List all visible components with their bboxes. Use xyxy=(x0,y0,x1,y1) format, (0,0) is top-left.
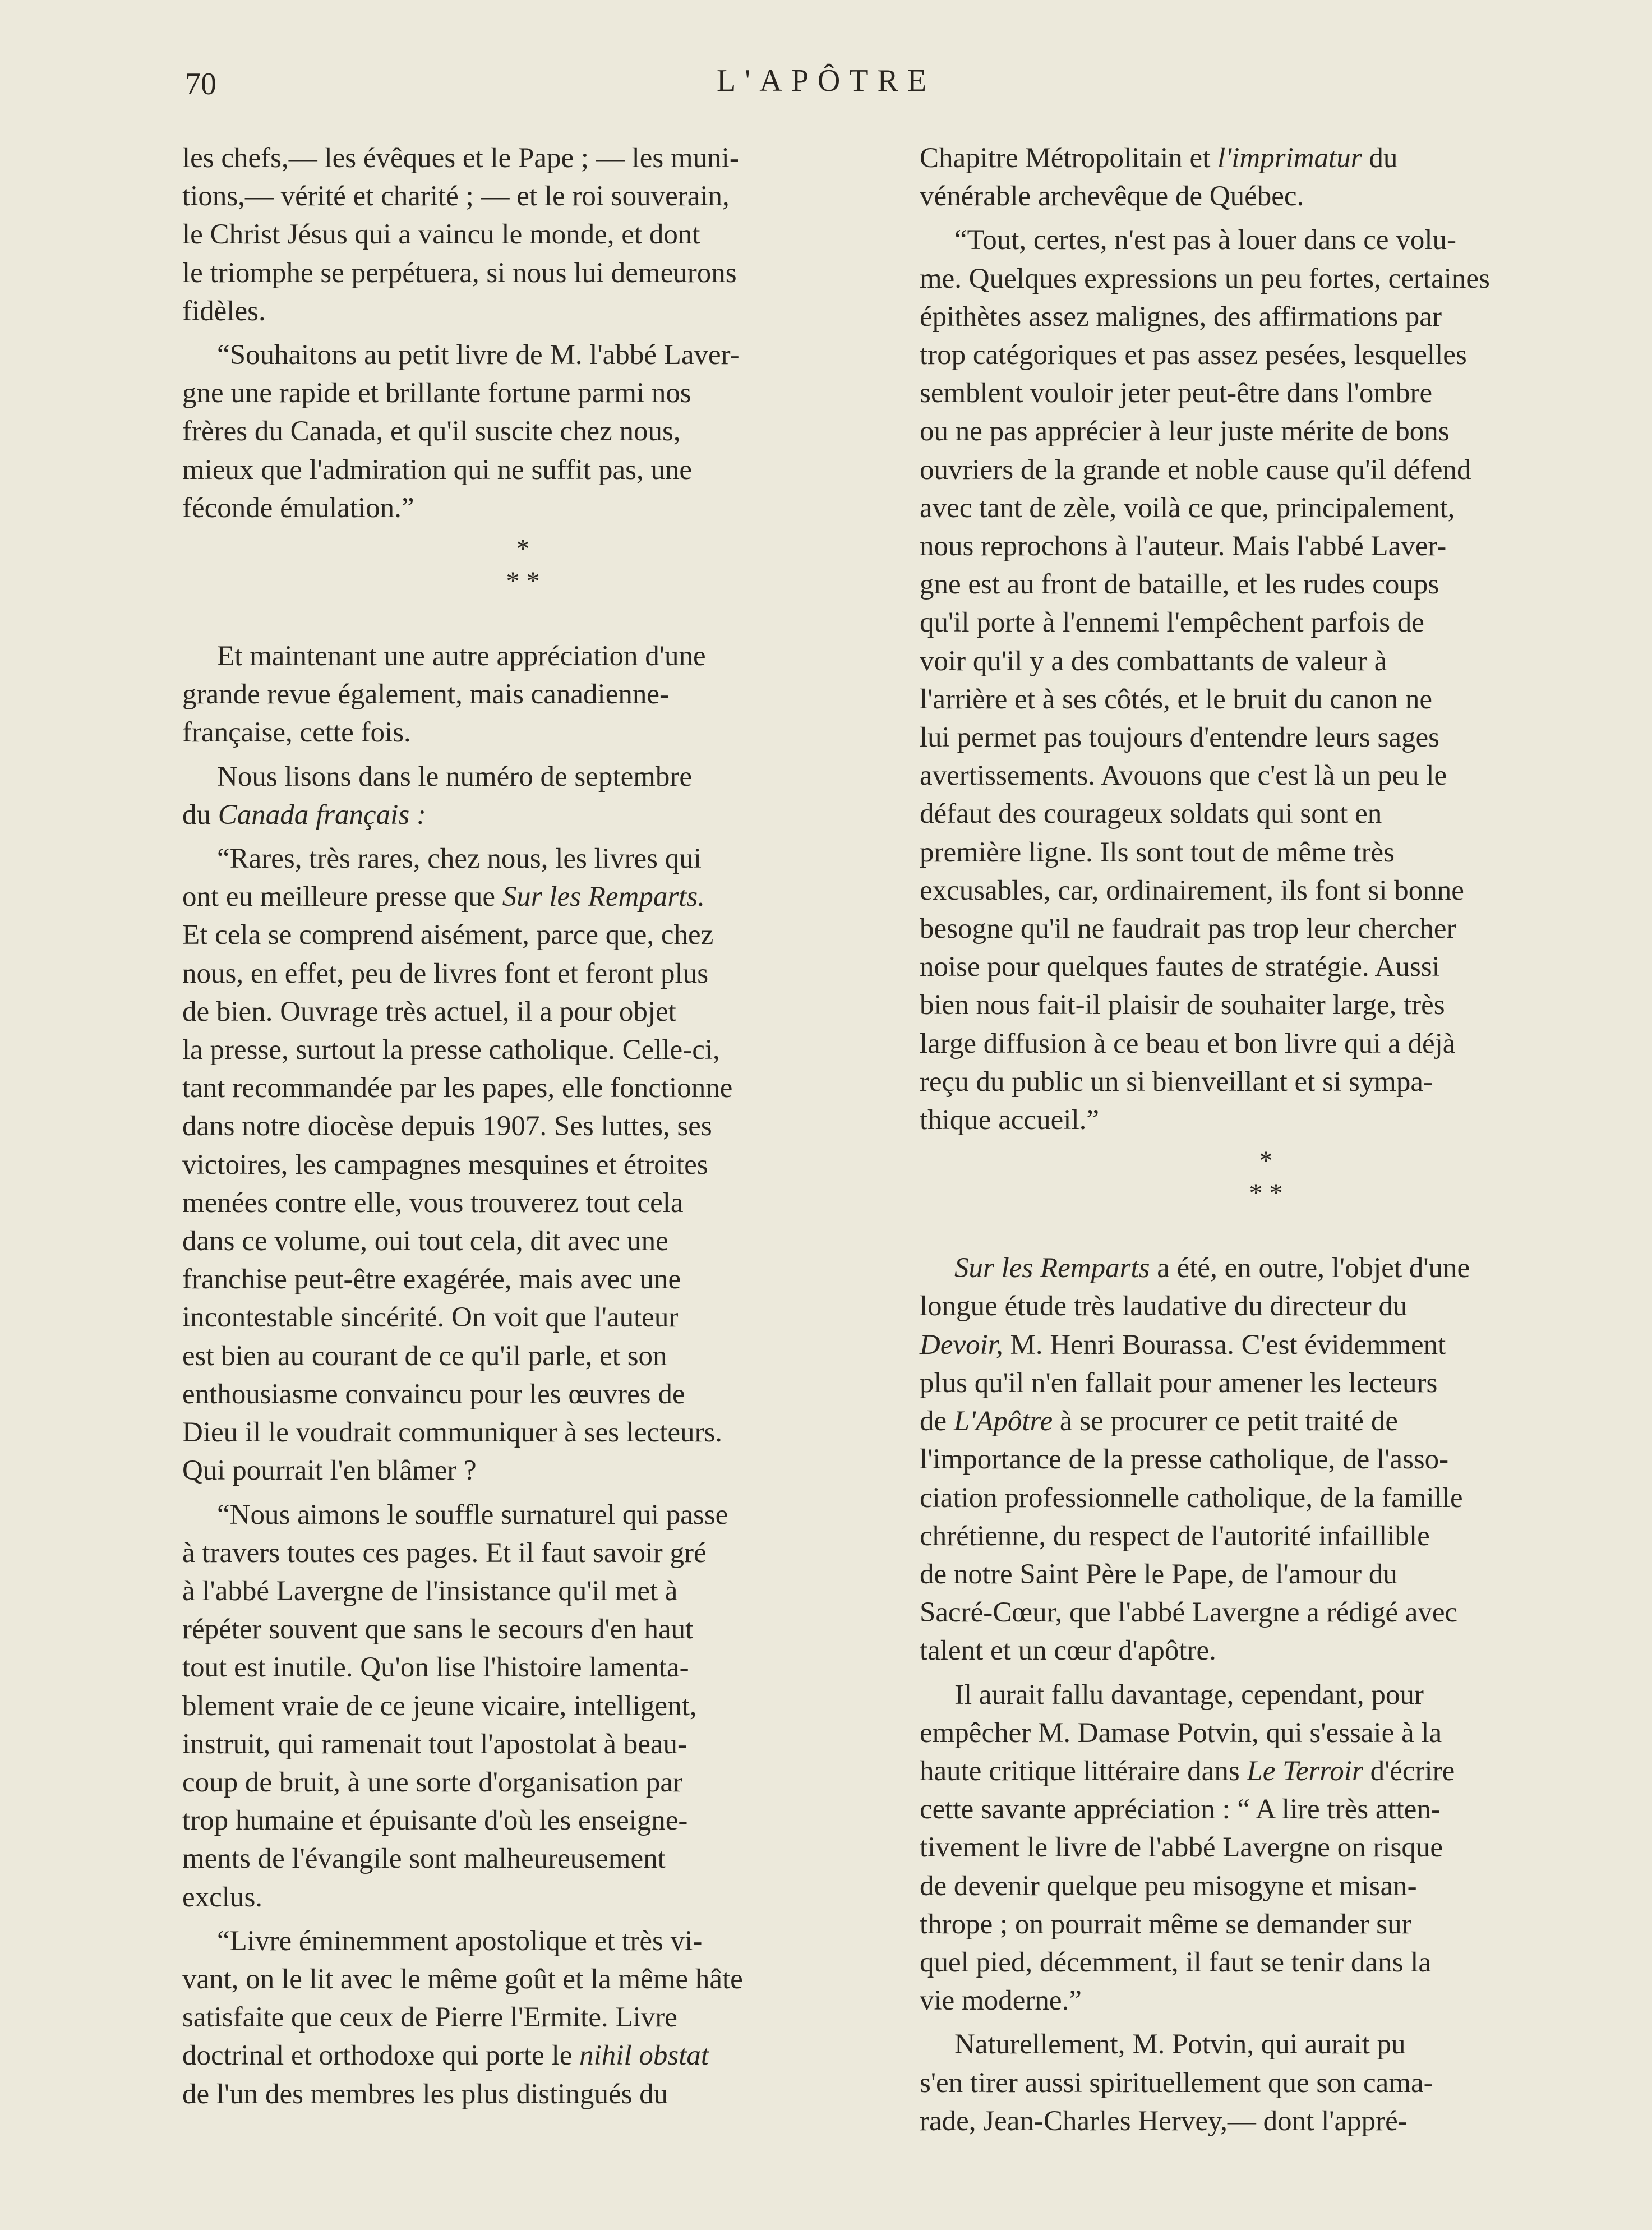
italic-text: Sur les Remparts xyxy=(954,1252,1150,1284)
paragraph xyxy=(182,758,864,834)
text: de l'un des membres les plus distingués du xyxy=(182,2078,668,2110)
page-number: 70 xyxy=(185,67,216,102)
paragraph: “Souhaitons au petit livre de M. l'abbé Laver- gne une rapide et brillante fortune parmi nos frères du Canada, et qu'il suscite chez nous, mieux que l'admiration qui ne suffit pas, une féconde émulation.” xyxy=(182,339,740,524)
asterism-bottom: * * xyxy=(1249,1178,1283,1209)
paragraph xyxy=(920,1249,1612,1670)
text: Chapitre Métropolitain et xyxy=(920,142,1218,174)
right-column xyxy=(920,139,1612,2146)
paragraph: “Nous aimons le souffle surnaturel qui passe à travers toutes ces pages. Et il faut savoir gré à l'abbé Lavergne de l'insistance qu'il met à répéter souvent que sans le secours d'en haut tout est inutile. Qu'on lise l'histoire lamenta- blement vraie de ce jeune vicaire, intelligent, instruit, qui ramenait tout l'apostolat à beau- coup de bruit, à une sorte d'organisation par trop humaine et épuisante d'où les enseigne- ments de l'évangile sont malheureusement exclus. xyxy=(182,1499,728,1913)
paragraph xyxy=(182,840,864,1490)
running-title: L'APÔTRE xyxy=(716,63,936,98)
italic-text: L'Apôtre xyxy=(953,1406,1053,1437)
paragraph: Et maintenant une autre appréciation d'une grande revue également, mais canadienne- française, cette fois. xyxy=(182,641,706,749)
paragraph xyxy=(920,1676,1612,2020)
text: “Livre éminemment apostolique et très vi- vant, on le lit avec le même goût et la même hâte satisfaite que ceux de Pierre l'Ermite. Livre doctrinal et orthodoxe qui porte le xyxy=(182,1925,743,2072)
asterism xyxy=(920,1145,1612,1210)
text: Il aurait fallu davantage, cependant, pour empêcher M. Damase Potvin, qui s'essaie à la haute critique littéraire dans xyxy=(920,1679,1442,1787)
text: Nous lisons dans le numéro de septembre du xyxy=(182,761,693,831)
asterism-top: * xyxy=(516,534,530,564)
italic-text: nihil obstat xyxy=(579,2040,709,2072)
italic-text: Canada français : xyxy=(218,799,426,831)
italic-text: Le Terroir xyxy=(1247,1755,1363,1787)
paragraph: Naturellement, M. Potvin, qui aurait pu s'en tirer aussi spirituellement que son cama- rade, Jean-Charles Hervey,— dont l'appré- xyxy=(920,2029,1433,2137)
text: Et cela se comprend aisément, parce que, chez nous, en effet, peu de livres font et feront plus de bien. Ouvrage très actuel, il a pour objet la presse, surtout la presse catholique. Celle-ci, tant recommandée par les papes, elle fonctionne dans notre diocèse depuis 1907. Ses luttes, ses victoires, les campagnes mesquines et étroites menées contre elle, vous trouverez tout cela dans ce volume, oui tout cela, dit avec une franchise peut-être exagérée, mais avec une incontestable sincérité. On voit que l'auteur est bien au courant de ce qu'il parle, et son enthousiasme convaincu pour les œuvres de Dieu il le voudrait communiquer à ses lecteurs. Qui pourrait l'en blâmer ? xyxy=(182,919,733,1487)
italic-text: Devoir, xyxy=(920,1329,1003,1361)
asterism xyxy=(182,533,864,598)
paragraph: les chefs,— les évêques et le Pape ; — les muni- tions,— vérité et charité ; — et le roi souverain, le Christ Jésus qui a vaincu le monde, et dont le triomphe se perpétuera, si nous lui demeurons fidèles. xyxy=(182,142,739,327)
text: “Rares, très rares, chez nous, les livres qui ont eu meilleure presse que xyxy=(182,843,702,913)
paragraph: “Tout, certes, n'est pas à louer dans ce volu- me. Quelques expressions un peu fortes, certaines épithètes assez malignes, des affirmations par trop catégoriques et pas assez pesées, lesquelles semblent vouloir jeter peut-être dans l'ombre ou ne pas apprécier à leur juste mérite de bons ouvriers de la grande et noble cause qu'il défend avec tant de zèle, voilà ce que, principalement, nous reprochons à l'auteur. Mais l'abbé Laver- gne est au front de bataille, et les rudes coups qu'il porte à l'ennemi l'empêchent parfois de voir qu'il y a des combattants de valeur à l'arrière et à ses côtés, et le bruit du canon ne lui permet pas toujours d'entendre leurs sages avertissements. Avouons que c'est là un peu le défaut des courageux soldats qui sont en première ligne. Ils sont tout de même très excusables, car, ordinairement, ils font si bonne besogne qu'il ne faudrait pas trop leur chercher noise pour quelques fautes de stratégie. Aussi bien nous fait-il plaisir de souhaiter large, très large diffusion à ce beau et bon livre qui a déjà reçu du public un si bienveillant et si sympa- thique accueil.” xyxy=(920,224,1490,1136)
text: d'écrire cette savante appréciation : “ A lire très atten- tivement le livre de l'abbé Lavergne on risque de devenir quelque peu misogyne et misan- thrope ; on pourrait même se demander sur quel pied, décemment, il faut se tenir dans la vie moderne.” xyxy=(920,1755,1455,2017)
text: a été, en outre, l'objet d'une longue étude très laudative du directeur du xyxy=(920,1252,1470,1323)
asterism-top: * xyxy=(1259,1146,1273,1176)
italic-text: l'imprimatur xyxy=(1217,142,1362,174)
left-column xyxy=(182,139,864,2119)
paragraph xyxy=(920,139,1612,215)
asterism-bottom: * * xyxy=(506,566,540,597)
text: à se procurer ce petit traité de l'importance de la presse catholique, de l'asso- ciation professionnelle catholique, de la famille chrétienne, du respect de l'autorité infaillible de notre Saint Père le Pape, de l'amour du Sacré-Cœur, que l'abbé Lavergne a rédigé avec talent et un cœur d'apôtre. xyxy=(920,1406,1463,1667)
text: M. Henri Bourassa. C'est évidemment plus qu'il n'en fallait pour amener les lecteurs de xyxy=(920,1329,1446,1437)
italic-text: Sur les Remparts. xyxy=(502,881,705,913)
text: du vénérable archevêque de Québec. xyxy=(920,142,1398,213)
paragraph xyxy=(182,1922,864,2113)
